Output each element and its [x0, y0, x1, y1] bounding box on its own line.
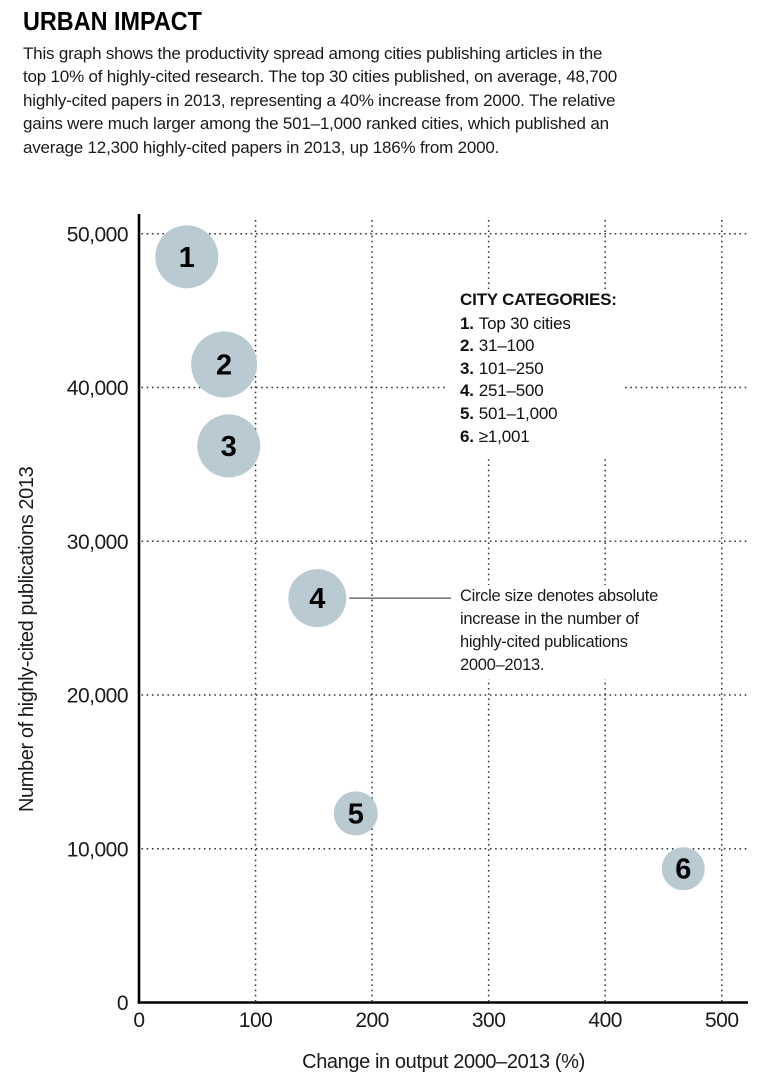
y-tick-label: 40,000 — [66, 377, 128, 400]
legend-item — [460, 313, 617, 336]
bubble-number-2: 2 — [216, 349, 233, 382]
y-tick-label: 10,000 — [66, 838, 128, 862]
legend-item-number: 2. — [460, 336, 474, 356]
legend-item-label: Top 30 cities — [478, 313, 571, 333]
annotation-line: 2000–2013. — [460, 656, 545, 674]
legend-title: CITY CATEGORIES: — [460, 290, 617, 309]
x-tick-label: 300 — [471, 1009, 506, 1032]
annotation-line: Circle size denotes absolute — [460, 587, 658, 605]
description-line: This graph shows the productivity spread among cities publishing articles in the — [23, 44, 603, 63]
legend-item-label: 251–500 — [478, 381, 544, 401]
legend-item — [460, 403, 617, 426]
y-tick-label: 50,000 — [66, 223, 128, 247]
size-annotation — [457, 585, 663, 679]
legend-item-number: 1. — [460, 313, 474, 333]
y-tick-label: 20,000 — [66, 684, 128, 708]
legend-item — [460, 358, 617, 381]
legend-item-number: 3. — [460, 358, 474, 378]
y-axis-title: Number of highly-cited publications 2013 — [16, 466, 38, 812]
legend-item-label: 501–1,000 — [478, 403, 558, 423]
y-tick-label: 0 — [116, 992, 128, 1015]
legend-item-label: ≥1,001 — [478, 426, 530, 446]
description-line: gains were much larger among the 501–1,000 ranked cities, which published an — [23, 114, 609, 134]
legend-item-label: 101–250 — [478, 358, 544, 378]
annotation-line: highly-cited publications — [460, 633, 628, 651]
legend-item — [460, 426, 617, 449]
legend-item-number: 5. — [460, 403, 474, 423]
x-tick-label: 500 — [704, 1009, 739, 1032]
x-tick-label: 100 — [238, 1009, 273, 1032]
bubble-number-1: 1 — [178, 241, 195, 274]
description-line: average 12,300 highly-cited papers in 2013, up 186% from 2000. — [23, 137, 500, 157]
page-title: URBAN IMPACT — [23, 6, 202, 36]
x-axis-title: Change in output 2000–2013 (%) — [302, 1051, 585, 1073]
y-tick-label: 30,000 — [66, 530, 128, 554]
bubble-number-4: 4 — [309, 583, 326, 616]
x-tick-label: 200 — [355, 1009, 389, 1032]
legend-item — [460, 380, 617, 403]
legend-item — [460, 335, 617, 358]
x-tick-label: 400 — [588, 1009, 622, 1032]
chart-legend — [448, 289, 623, 456]
description-line: top 10% of highly-cited research. The top 30 cities published, on average, 48,700 — [23, 67, 617, 87]
description-line: highly-cited papers in 2013, representing a 40% increase from 2000. The relative — [23, 90, 616, 110]
legend-item-label: 31–100 — [478, 336, 535, 356]
x-tick-label: 0 — [133, 1009, 145, 1032]
bubble-number-6: 6 — [675, 853, 692, 886]
annotation-line: increase in the number of — [460, 610, 639, 628]
bubble-number-3: 3 — [220, 430, 237, 463]
bubble-number-5: 5 — [347, 798, 364, 831]
legend-item-number: 6. — [460, 426, 474, 446]
legend-item-number: 4. — [460, 381, 474, 401]
